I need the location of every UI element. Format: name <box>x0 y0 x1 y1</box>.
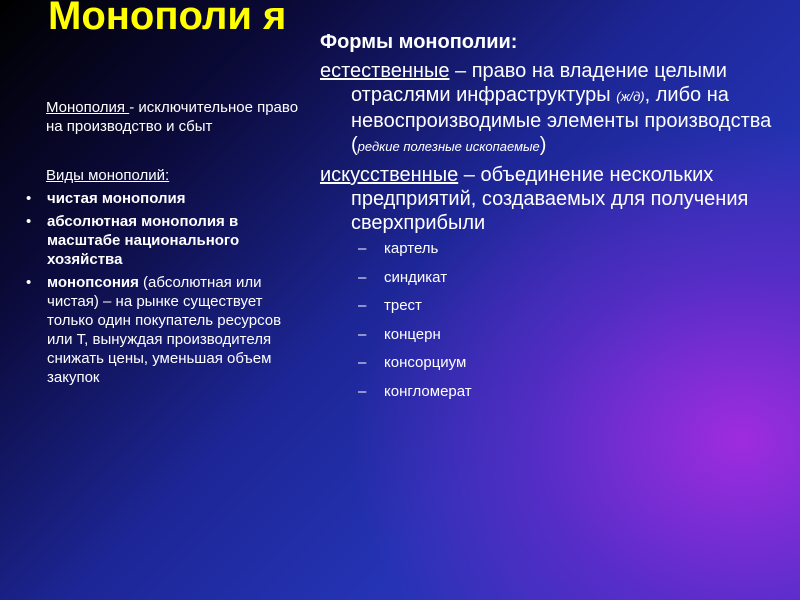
types-heading: Виды монополий: <box>46 167 170 184</box>
natural-note-railway: (ж/д) <box>616 89 645 104</box>
type-title: монопсония <box>47 274 139 291</box>
list-item: – трест <box>358 297 422 314</box>
list-item: – консорциум <box>358 354 467 371</box>
natural-monopoly: естественные – право на владение целыми отраслями инфраструктуры (ж/д), либо на невоспроизводимые элементы производства (редкие полезные ископаемые) <box>320 60 772 156</box>
list-item: – картель <box>358 240 439 257</box>
monopoly-definition <box>46 98 304 136</box>
type-item-monopsony <box>26 273 304 387</box>
type-item-absolute <box>26 212 304 269</box>
dash-icon: – <box>358 325 367 343</box>
list-item: – синдикат <box>358 268 448 286</box>
artificial-forms-list <box>320 239 790 401</box>
left-column <box>26 98 304 391</box>
definition-text: - исключительное право на производство и сбыт <box>46 99 299 135</box>
slide-title: Монополи я <box>48 0 287 38</box>
dash-icon: – <box>358 240 367 257</box>
list-item: – концерн <box>358 325 441 343</box>
list-item: – конгломерат <box>358 382 472 400</box>
dash-icon: – <box>358 268 367 286</box>
definition-term: Монополия <box>46 99 130 116</box>
bullet-icon: • <box>26 213 32 230</box>
type-title: чистая монополия <box>47 190 186 207</box>
dash-icon: – <box>358 354 367 371</box>
monopoly-types-list <box>26 189 304 387</box>
bullet-icon: • <box>26 190 32 207</box>
type-item-pure <box>26 189 304 208</box>
type-desc: (абсолютная или чистая) – на рынке существует только один покупатель ресурсов или Т, вынуждая производителя снижать цены, уменьшая объем закупок <box>47 274 282 386</box>
natural-note-minerals: редкие полезные ископаемые <box>357 139 540 154</box>
artificial-monopoly: искусственные – объединение нескольких предприятий, создаваемых для получения сверхприбыли <box>320 164 749 234</box>
type-title: абсолютная монополия в масштабе национального хозяйства <box>47 213 240 268</box>
natural-term: естественные <box>320 60 450 82</box>
right-column <box>320 30 790 410</box>
artificial-term: искусственные <box>320 164 459 186</box>
dash-icon: – <box>358 382 367 400</box>
dash-icon: – <box>358 297 367 314</box>
bullet-icon: • <box>26 274 32 291</box>
forms-heading: Формы монополии: <box>320 31 518 53</box>
